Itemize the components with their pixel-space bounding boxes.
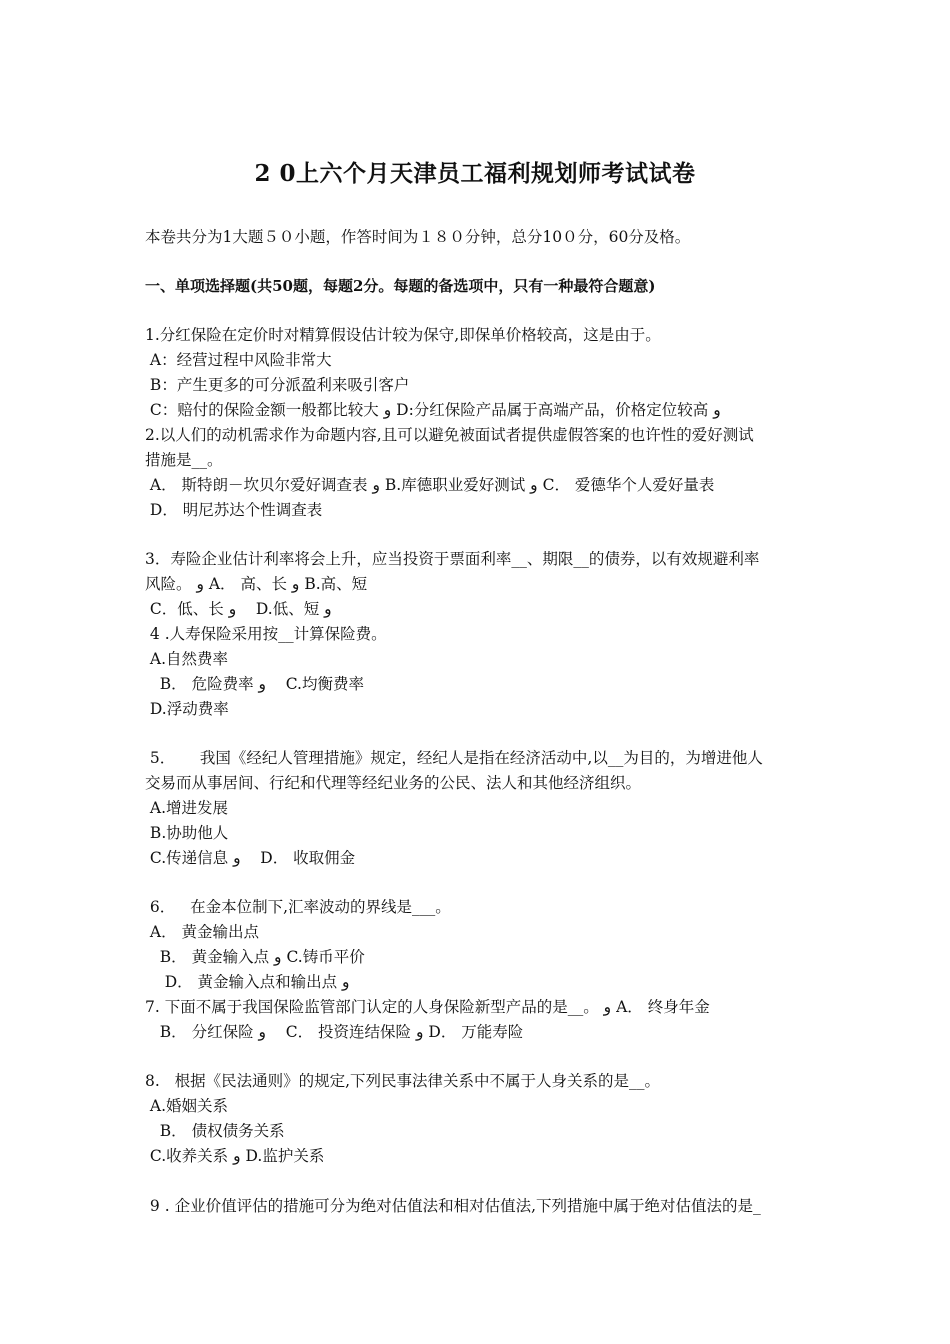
option-line: D.浮动费率 — [145, 700, 229, 718]
exam-intro: 本卷共分为1大题５０小题，作答时间为１８０分钟，总分10０分，60分及格。 — [145, 228, 691, 246]
option-line: B． 黄金输入点 و C.铸币平价 — [145, 948, 365, 966]
option-line: C：赔付的保险金额一般都比较大 و D:分红保险产品属于高端产品，价格定位较高 و — [145, 401, 721, 419]
option-line: A.增进发展 — [145, 799, 229, 817]
option-line: B． 分红保险 و C． 投资连结保险 و D． 万能寿险 — [145, 1023, 524, 1041]
section-heading: 一、单项选择题(共50题，每题2分。每题的备选项中，只有一种最符合题意) — [145, 277, 656, 295]
question-line: 措施是__。 — [145, 451, 223, 469]
document-title: 2 0上六个月天津员工福利规划师考试试卷 — [254, 160, 696, 187]
option-line: D． 明尼苏达个性调查表 — [145, 501, 323, 519]
option-line: D． 黄金输入点和输出点 و — [145, 973, 350, 991]
question-line: 8. 根据《民法通则》的规定,下列民事法律关系中不属于人身关系的是__。 — [145, 1072, 660, 1090]
option-line: A.自然费率 — [145, 650, 229, 668]
question-line: 5． 我国《经纪人管理措施》规定，经纪人是指在经济活动中,以__为目的，为增进他人 — [145, 749, 763, 767]
question-line: 7. 下面不属于我国保险监管部门认定的人身保险新型产品的是__。 و A． 终身年金 — [145, 998, 710, 1016]
option-line: B． 债权债务关系 — [145, 1122, 285, 1140]
option-line: A.婚姻关系 — [145, 1097, 229, 1115]
question-line: 风险。 و A． 高、长 و B.高、短 — [145, 575, 368, 593]
question-line: 交易而从事居间、行纪和代理等经纪业务的公民、法人和其他经济组织。 — [145, 774, 642, 792]
option-line: B． 危险费率 و C.均衡费率 — [145, 675, 364, 693]
option-line: B.协助他人 — [145, 824, 229, 842]
question-line: 9 . 企业价值评估的措施可分为绝对估值法和相对估值法,下列措施中属于绝对估值法的是_ — [145, 1197, 761, 1215]
option-line: A：经营过程中风险非常大 — [145, 351, 332, 369]
question-line: 4 .人寿保险采用按__计算保险费。 — [145, 625, 387, 643]
option-line: C.收养关系 و D.监护关系 — [145, 1147, 325, 1165]
option-line: C.传递信息 و D． 收取佣金 — [145, 849, 356, 867]
question-line: 3．寿险企业估计利率将会上升，应当投资于票面利率__、期限__的债券，以有效规避利率 — [145, 550, 760, 568]
option-line: B：产生更多的可分派盈利来吸引客户 — [145, 376, 410, 394]
question-line: 6． 在金本位制下,汇率波动的界线是___。 — [145, 898, 451, 916]
option-line: A． 斯特朗－坎贝尔爱好调查表 و B.库德职业爱好测试 و C． 爱德华个人爱好量表 — [145, 476, 715, 494]
option-line: A． 黄金输出点 — [145, 923, 260, 941]
question-line: 1.分红保险在定价时对精算假设估计较为保守,即保单价格较高，这是由于。 — [145, 326, 661, 344]
option-line: C．低、长 و D.低、短 و — [145, 600, 332, 618]
question-line: 2.以人们的动机需求作为命题内容,且可以避免被面试者提供虚假答案的也许性的爱好测试 — [145, 426, 754, 444]
